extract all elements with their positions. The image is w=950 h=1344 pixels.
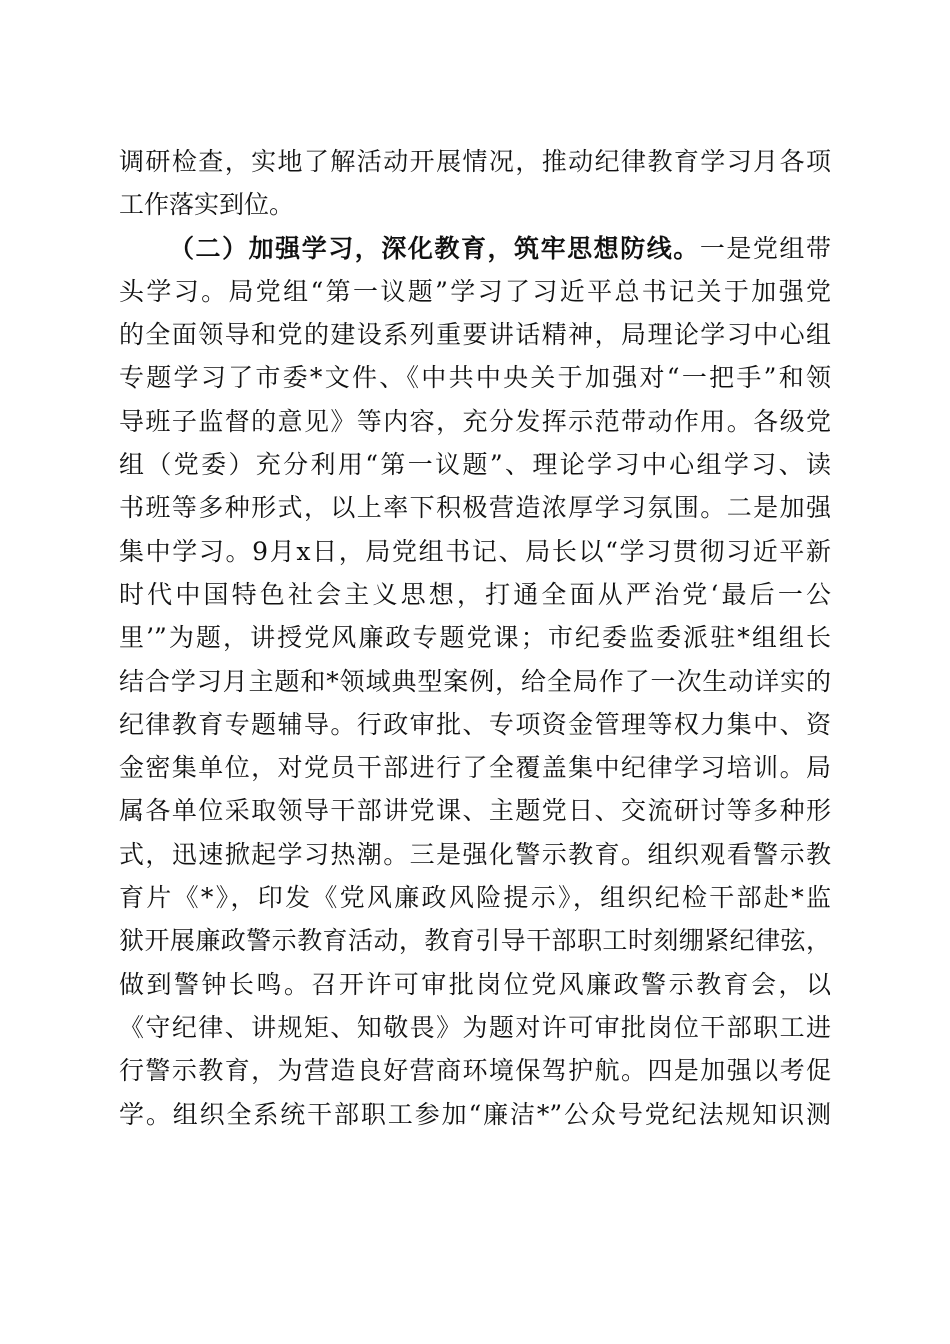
paragraph-line: 专题学习了市委*文件、《中共中央关于加强对“一把手”和领: [119, 363, 831, 393]
paragraph-line: 时代中国特色社会主义思想，打通全面从严治党‘最后一公: [119, 579, 831, 609]
paragraph-line: 育片《*》，印发《党风廉政风险提示》，组织纪检干部赴*监: [119, 883, 831, 913]
paragraph-line: 《守纪律、讲规矩、知敬畏》为题对许可审批岗位干部职工进: [119, 1012, 831, 1042]
body-text: [119, 140, 831, 1136]
paragraph-line: 组（党委）充分利用“第一议题”、理论学习中心组学习、读: [119, 450, 831, 480]
paragraph-line: 行警示教育，为营造良好营商环境保驾护航。四是加强以考促: [119, 1056, 831, 1086]
paragraph-line: 属各单位采取领导干部讲党课、主题党日、交流研讨等多种形: [119, 796, 831, 826]
section-heading-line: [119, 227, 831, 270]
paragraph-line: 的全面领导和党的建设系列重要讲话精神，局理论学习中心组: [119, 320, 831, 350]
paragraph-line: 调研检查，实地了解活动开展情况，推动纪律教育学习月各项: [119, 147, 831, 176]
paragraph-line: 学。组织全系统干部职工参加“廉洁*”公众号党纪法规知识测: [119, 1099, 831, 1129]
paragraph-line: 导班子监督的意见》等内容，充分发挥示范带动作用。各级党: [119, 406, 831, 436]
paragraph-line: 里’”为题，讲授党风廉政专题党课；市纪委监委派驻*组组长: [119, 623, 831, 653]
paragraph-line: 结合学习月主题和*领域典型案例，给全局作了一次生动详实的: [119, 666, 831, 696]
paragraph-line: 集中学习。9月x日，局党组书记、局长以“学习贯彻习近平新: [119, 536, 831, 566]
section-heading: （二）加强学习，深化教育，筑牢思想防线。: [169, 233, 700, 263]
paragraph-line: 狱开展廉政警示教育活动，教育引导干部职工时刻绷紧纪律弦，: [119, 926, 831, 956]
paragraph-line: 做到警钟长鸣。召开许可审批岗位党风廉政警示教育会，以: [119, 969, 831, 999]
paragraph-line: 头学习。局党组“第一议题”学习了习近平总书记关于加强党: [119, 276, 831, 306]
paragraph-line: 工作落实到位。: [119, 190, 295, 220]
paragraph-line: 金密集单位，对党员干部进行了全覆盖集中纪律学习培训。局: [119, 753, 831, 783]
paragraph-line: 书班等多种形式，以上率下积极营造浓厚学习氛围。二是加强: [119, 493, 831, 523]
heading-line-rest: 一是党组带: [699, 233, 831, 263]
paragraph-line: 式，迅速掀起学习热潮。三是强化警示教育。组织观看警示教: [119, 839, 831, 869]
paragraph-line: 纪律教育专题辅导。行政审批、专项资金管理等权力集中、资: [119, 709, 831, 739]
